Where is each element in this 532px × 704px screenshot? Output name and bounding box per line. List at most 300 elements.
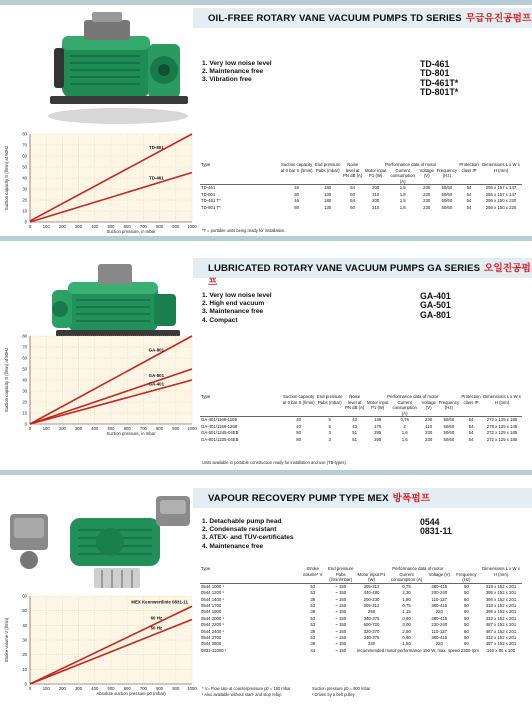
table-row — [200, 205, 522, 211]
y-tick-label: 10 — [22, 208, 27, 214]
table-cell: 180 — [324, 198, 332, 204]
model-name: GA-401 — [420, 291, 451, 301]
title-korean: 방폭펌프 — [392, 493, 431, 504]
col-header: Protection class IP — [461, 394, 481, 405]
series-label: TD-461 — [149, 175, 164, 181]
table-cell: TD-801 — [201, 191, 216, 197]
col-header: End pressure Pabs (l/min/mbar) — [327, 566, 354, 583]
table-cell: 395 x 152 x 201 — [485, 590, 517, 596]
model-name: 0831-11 — [420, 526, 452, 537]
ga-series-section — [0, 236, 532, 470]
table-cell: 3,00 — [402, 622, 411, 628]
table-cell: 0544 2700 — [201, 635, 222, 641]
table-cell: 200 — [372, 185, 380, 191]
col-header: End pressure Pabs (mbar) — [316, 394, 343, 405]
table-cell: 53 — [310, 615, 316, 621]
table-cell: 50/60 — [443, 430, 455, 436]
x-tick-label: 300 — [75, 426, 83, 431]
table-cell: 110-127 — [431, 596, 448, 602]
x-tick-label: 400 — [91, 686, 99, 691]
title-korean: 무급유진공펌프 — [465, 13, 532, 24]
table-cell: 0544 2200 ¹ — [201, 622, 224, 628]
table-cell: 200-240 — [431, 590, 448, 596]
col-type-header: Type — [201, 566, 211, 571]
col-header: Voltage (V) — [419, 167, 434, 179]
table-cell: 53 — [310, 622, 316, 628]
section-title — [208, 490, 430, 504]
col-header: Suction capacity at 0 bar S (l/min) — [282, 394, 315, 405]
x-tick-label: 100 — [42, 426, 50, 431]
model-name: GA-501 — [420, 300, 451, 311]
table-cell: 50 — [464, 603, 469, 608]
y-tick-label: 60 — [22, 355, 27, 361]
table-cell: ~ 150 — [335, 615, 347, 621]
table-cell: 80 — [296, 436, 302, 442]
table-cell: 50 — [464, 635, 469, 641]
col-header: Frequency (Hz) — [438, 399, 459, 411]
model-name: TD-801T* — [420, 87, 459, 98]
table-cell: 220-240 — [431, 622, 448, 628]
table-cell: GA-501/1245-04EB — [201, 430, 239, 436]
table-cell: 50 — [464, 583, 469, 589]
x-tick-label: 700 — [139, 224, 147, 229]
mex-pump-photo — [6, 488, 198, 592]
x-tick-label: 1000 — [187, 224, 197, 229]
table-cell: 53 — [310, 583, 316, 589]
y-tick-label: 50 — [22, 366, 27, 372]
table-cell: 60 — [464, 609, 469, 615]
ga-spec-table — [200, 394, 522, 443]
x-tick-label: 400 — [91, 224, 99, 229]
x-tick-label: 800 — [156, 686, 164, 691]
table-cell: 318 x 152 x 201 — [485, 603, 517, 608]
features-list — [202, 60, 272, 85]
section-top-bar — [0, 0, 532, 5]
table-cell: 50/60 — [441, 204, 453, 210]
table-cell: 2,50 — [402, 628, 411, 634]
table-cell: 54 — [350, 198, 356, 204]
table-cell: 5 — [328, 417, 331, 423]
table-cell: ~ 150 — [335, 641, 347, 647]
table-cell: GA-401/1169-1169 — [201, 417, 237, 423]
x-tick-label: 100 — [42, 224, 50, 229]
title-korean: 오일진공펌프 — [208, 263, 531, 288]
feature-item: 4. Maintenance free — [202, 542, 264, 550]
table-cell: 0,75 — [402, 603, 411, 608]
x-tick-label: 200 — [58, 224, 66, 229]
x-tick-label: 700 — [139, 686, 147, 691]
table-cell: 0544 1400 ¹ — [201, 596, 224, 602]
x-tick-label: 300 — [75, 686, 83, 691]
table-cell: 220 — [435, 609, 443, 615]
x-axis-label: Suction pressure, in mbar — [106, 229, 156, 234]
col-header: Frequency (Hz) — [436, 167, 457, 179]
x-axis-label: Suction pressure, in mbar — [106, 431, 156, 436]
table-note: *T = portable units being ready for installation. — [202, 228, 286, 233]
y-tick-label: 80 — [22, 131, 27, 137]
table-cell: 295 — [374, 430, 382, 436]
y-tick-label: 30 — [22, 388, 27, 394]
table-cell: 230 — [425, 417, 433, 423]
table-cell: 130 — [324, 191, 332, 197]
table-cell: 440-480 — [363, 590, 380, 596]
table-cell: 230 — [425, 436, 433, 442]
series-label: GA-401 — [148, 381, 165, 387]
y-tick-label: 20 — [22, 652, 27, 658]
x-tick-label: 800 — [156, 224, 164, 229]
table-cell: 0544 1200 ¹ — [201, 590, 224, 596]
table-cell: 38 — [310, 596, 316, 602]
col-header: Voltage (V) — [428, 571, 450, 577]
table-cell: 50 — [296, 430, 302, 436]
model-name: GA-801 — [420, 309, 451, 320]
col-header: Dimensions L x W x H (mm) — [483, 394, 521, 405]
table-cell: 60 — [464, 628, 469, 634]
table-cell: 1,5 — [399, 185, 406, 191]
x-tick-label: 300 — [75, 224, 83, 229]
table-cell: 340-375 — [363, 635, 380, 641]
table-cell: TD-461 — [201, 185, 216, 191]
table-cell: ~ 150 — [335, 647, 347, 653]
table-cell: 130 — [324, 204, 332, 210]
section-top-bar — [0, 236, 532, 241]
table-cell: recommended motor performance 150 W, max. speed 2300 rpm — [356, 647, 479, 653]
td-spec-table — [200, 162, 522, 211]
y-tick-label: 20 — [22, 197, 27, 203]
y-tick-label: 10 — [22, 410, 27, 416]
table-cell: ~ 150 — [335, 596, 347, 602]
table-row — [200, 437, 522, 443]
table-cell: 1,6 — [401, 430, 408, 436]
table-body — [200, 583, 522, 654]
table-cell: GA-401/1169-1268 — [201, 423, 238, 429]
table-cell: 53 — [310, 635, 316, 641]
col-header: Motor input P1 (W) — [357, 571, 386, 583]
table-cell: 395 x 152 x 201 — [485, 596, 517, 602]
model-name: 0544 — [420, 517, 440, 527]
x-tick-label: 700 — [139, 426, 147, 431]
mex-series-section — [0, 470, 532, 704]
table-cell: ~ 150 — [335, 590, 347, 596]
table-cell: ~ 150 — [335, 622, 347, 628]
table-cell: ~ 150 — [335, 609, 347, 615]
section-top-bar — [0, 470, 532, 475]
y-tick-label: 50 — [22, 164, 27, 170]
y-tick-label: 50 — [22, 608, 27, 614]
col-header: Dimensions L x W x H (mm) — [482, 566, 520, 577]
col-type-header: Type — [201, 162, 211, 167]
table-cell: 432 x 152 x 201 — [485, 635, 517, 641]
table-cell: 0,75 — [402, 583, 411, 589]
col-header: Dimensions L x W x H (mm) — [482, 162, 520, 173]
feature-item: 3. Maintenance free — [202, 308, 264, 316]
table-note: Units available in portable construction ready for installation and use (TB-types). — [202, 460, 347, 465]
table-cell: 230 — [423, 191, 431, 197]
table-cell: 230 — [423, 204, 431, 210]
table-cell: 0544 1000 ¹ — [201, 583, 224, 589]
table-cell: 380-415 — [431, 635, 448, 641]
table-cell: 272 x 125 x 185 — [486, 436, 518, 442]
table-cell: 54 — [468, 436, 474, 442]
title-text: OIL-FREE ROTARY VANE VACUUM PUMPS TD SERIES — [208, 13, 462, 24]
y-tick-label: 30 — [22, 186, 27, 192]
col-type-header: Type — [201, 394, 211, 399]
table-cell: 487 x 152 x 201 — [485, 641, 517, 647]
table-cell: 487 x 152 x 201 — [485, 622, 517, 628]
group-header: Performance data of motor — [387, 394, 439, 399]
table-cell: 50/60 — [441, 198, 453, 204]
table-cell: 600-720 — [363, 622, 380, 628]
x-tick-label: 600 — [123, 224, 131, 229]
y-tick-label: 40 — [22, 175, 27, 181]
table-cell: 1,80 — [402, 596, 411, 602]
x-tick-label: 900 — [172, 686, 180, 691]
table-cell: 200 — [372, 198, 380, 204]
table-cell: 1,50 — [402, 641, 411, 647]
table-cell: 380-415 — [431, 603, 448, 608]
col-header: Noise level at PN dB (A) — [345, 394, 365, 411]
table-cell: 53 — [310, 603, 316, 608]
table-cell: 2 — [403, 423, 406, 429]
table-cell: 38 — [310, 609, 316, 615]
table-cell: 487 x 152 x 201 — [485, 628, 517, 634]
table-cell: 305-312 — [363, 583, 380, 589]
table-cell: 44 — [310, 647, 316, 653]
y-tick-label: 30 — [22, 637, 27, 643]
x-tick-label: 400 — [91, 426, 99, 431]
table-cell: ~ 150 — [335, 603, 347, 608]
mex-performance-chart — [0, 588, 200, 704]
ga-performance-chart — [0, 328, 200, 444]
table-row — [200, 648, 522, 654]
td-performance-chart — [0, 126, 200, 242]
table-cell: 200-230 — [363, 596, 380, 602]
series-label: GA-501 — [148, 373, 165, 379]
td-series-section — [0, 0, 532, 236]
table-cell: 50/60 — [443, 417, 455, 423]
x-tick-label: 1000 — [187, 686, 197, 691]
chart-svg — [0, 126, 200, 242]
table-cell: 54 — [468, 423, 474, 429]
table-cell: 340-375 — [363, 615, 380, 621]
table-cell: 43 — [352, 417, 358, 423]
x-tick-label: 1000 — [187, 426, 197, 431]
table-cell: 54 — [350, 185, 356, 191]
model-list — [420, 518, 452, 537]
y-tick-label: 0 — [24, 681, 27, 687]
table-cell: 54 — [466, 191, 472, 197]
table-cell: 60 — [464, 596, 469, 602]
y-tick-label: 40 — [22, 622, 27, 628]
y-tick-label: 40 — [22, 377, 27, 383]
section-title — [208, 10, 531, 24]
table-cell: 43 — [352, 423, 358, 429]
table-cell: 1,15 — [402, 609, 411, 615]
feature-item: 4. Compact — [202, 316, 238, 324]
y-tick-label: 80 — [22, 333, 27, 339]
table-cell: 318 x 152 x 201 — [485, 583, 517, 589]
table-cell: 54 — [466, 198, 472, 204]
table-cell: 110 — [425, 423, 433, 429]
x-tick-label: 500 — [107, 224, 115, 229]
table-cell: TD-461 T* — [201, 198, 221, 204]
x-tick-label: 100 — [42, 686, 50, 691]
table-cell: 40 — [296, 417, 302, 423]
y-tick-label: 10 — [22, 666, 27, 672]
x-tick-label: 0 — [28, 686, 32, 691]
table-cell: 51 — [352, 430, 358, 436]
feature-item: 1. Detachable pump head — [202, 518, 282, 525]
col-header: Frequency (Hz) — [456, 571, 477, 583]
table-cell: 1,5 — [399, 198, 406, 204]
table-cell: 50 — [464, 590, 469, 596]
group-header: Performance data of motor — [392, 566, 444, 571]
series-label: TD-801 — [149, 145, 164, 151]
table-cell: 272 x 125 x 185 — [486, 417, 518, 423]
table-cell: 0544 2000 ¹ — [201, 615, 224, 621]
table-cell: 50 — [464, 622, 469, 628]
col-header: Motor input P1 (W) — [366, 399, 389, 411]
td-pump-photo — [40, 8, 192, 128]
table-cell: 256 x 150 x 220 — [485, 204, 517, 210]
col-header: Motor input P1 (W) — [364, 167, 387, 179]
col-header: Suction capacity at 0 bar S (l/min) — [280, 162, 313, 173]
table-cell: 272 x 125 x 185 — [486, 430, 518, 436]
table-cell: 380-415 — [431, 615, 448, 621]
table-cell: 54 — [468, 417, 474, 423]
model-name: TD-461 — [420, 59, 450, 69]
table-cell: 230 — [423, 198, 431, 204]
table-cell: 50/60 — [441, 191, 453, 197]
x-tick-label: 500 — [107, 686, 115, 691]
series-label: 50 Hz — [150, 625, 163, 631]
table-cell: 5 — [328, 423, 331, 429]
y-axis-label: Suction capacity S (l/min) at 50Hz — [4, 145, 9, 211]
y-tick-label: 20 — [22, 399, 27, 405]
col-header: Voltage (V) — [421, 399, 436, 411]
table-cell: 38 — [310, 628, 316, 634]
features-list — [202, 292, 272, 325]
table-cell: 310 — [372, 191, 380, 197]
table-note: ² Driven by a belt pulley — [312, 692, 355, 697]
y-tick-label: 60 — [22, 593, 27, 599]
table-note: * V= Flow rate at counterpressure p0 = 150 mbar — [202, 686, 291, 691]
table-cell: 0544 1700 — [201, 603, 222, 608]
col-header: Current consumption (A) — [392, 399, 417, 416]
table-cell: 395 x 152 x 201 — [485, 609, 517, 615]
table-cell: 50/60 — [443, 436, 455, 442]
model-list — [420, 60, 458, 98]
series-label: 60 Hz — [150, 615, 163, 621]
table-cell: ~ 150 — [335, 583, 347, 589]
table-cell: 50/60 — [441, 185, 453, 191]
y-axis-label: Stroke volume V (l/min) — [4, 617, 9, 663]
table-cell: 0544 2400 ¹ — [201, 628, 224, 634]
x-tick-label: 0 — [28, 426, 32, 431]
x-axis-label: Absolute suction pressure p0 (mbar) — [96, 691, 166, 696]
feature-item: 1. Very low noise level — [202, 292, 272, 299]
table-cell: 310 — [372, 204, 380, 210]
table-cell: 0831-11000 ¹ — [201, 647, 227, 653]
table-cell: 1,8 — [399, 204, 406, 210]
y-tick-label: 70 — [22, 344, 27, 350]
table-cell: 51 — [352, 436, 358, 442]
table-cell: 53 — [310, 590, 316, 596]
y-tick-label: 70 — [22, 142, 27, 148]
table-cell: 250 — [367, 609, 376, 615]
table-body — [200, 185, 522, 211]
table-cell: 110-127 — [431, 628, 448, 634]
chart-svg — [0, 328, 200, 444]
x-tick-label: 500 — [107, 426, 115, 431]
model-list — [420, 292, 451, 320]
y-tick-label: 60 — [22, 153, 27, 159]
table-cell: ~ 150 — [335, 635, 347, 641]
col-header: Current consumption (A) — [390, 167, 415, 184]
x-tick-label: 200 — [58, 426, 66, 431]
x-tick-label: 900 — [172, 224, 180, 229]
table-cell: 256 x 157 x 147 — [485, 191, 517, 197]
model-name: TD-801 — [420, 68, 450, 79]
x-tick-label: 800 — [156, 426, 164, 431]
table-cell: 2,30 — [402, 590, 411, 596]
table-cell: 305-312 — [363, 603, 380, 608]
table-cell: TD-801 T* — [201, 204, 221, 210]
title-text: LUBRICATED ROTARY VANE VACUUM PUMPS GA SERIES — [208, 263, 481, 274]
table-cell: 50/60 — [443, 423, 455, 429]
feature-item: 2. Condensate resistant — [202, 526, 277, 534]
x-tick-label: 200 — [58, 686, 66, 691]
feature-item: 2. High end vacuum — [202, 300, 265, 308]
table-cell: 256 x 150 x 220 — [485, 198, 517, 204]
table-cell: 0544 2800 — [201, 641, 222, 647]
x-tick-label: 600 — [123, 426, 131, 431]
table-cell: 380-415 — [431, 583, 448, 589]
model-name: TD-461T* — [420, 77, 459, 88]
chart-svg — [0, 588, 200, 704]
table-cell: ~ 150 — [335, 628, 347, 634]
section-title — [208, 260, 532, 288]
table-cell: 40 — [296, 423, 302, 429]
table-body — [200, 417, 522, 443]
col-header: Protection class IP — [459, 162, 479, 173]
feature-item: 3. ATEX- and TÜV-certificates — [202, 534, 294, 542]
col-header: End pressure Pabs (mbar) — [314, 162, 341, 173]
table-note: ¹ Also available without start- and stop relay. — [202, 692, 282, 697]
group-header: Performance data of motor — [385, 162, 437, 167]
y-tick-label: 0 — [24, 219, 27, 225]
series-label: GA-801 — [148, 347, 165, 353]
x-tick-label: 0 — [28, 224, 32, 229]
y-axis-label: Suction capacity S (l/min) at 50Hz — [4, 347, 9, 413]
table-cell: 54 — [466, 185, 472, 191]
table-cell: 320-370 — [363, 628, 380, 634]
x-tick-label: 600 — [123, 686, 131, 691]
table-cell: 230 — [425, 430, 433, 436]
table-cell: 80 — [294, 191, 300, 197]
table-cell: 46 — [294, 198, 300, 204]
table-cell: 278 x 125 x 145 — [486, 423, 518, 429]
table-cell: 0,90 — [402, 635, 411, 641]
feature-item: 1. Very low noise level — [202, 60, 272, 67]
table-cell: 220 — [435, 641, 443, 647]
table-cell: 1,6 — [401, 436, 408, 442]
table-cell: 60 — [464, 641, 469, 647]
table-cell: 3 — [328, 430, 331, 436]
table-cell: 180 — [324, 185, 332, 191]
table-cell: 60 — [350, 204, 356, 210]
feature-item: 3. Vibration free — [202, 76, 252, 84]
